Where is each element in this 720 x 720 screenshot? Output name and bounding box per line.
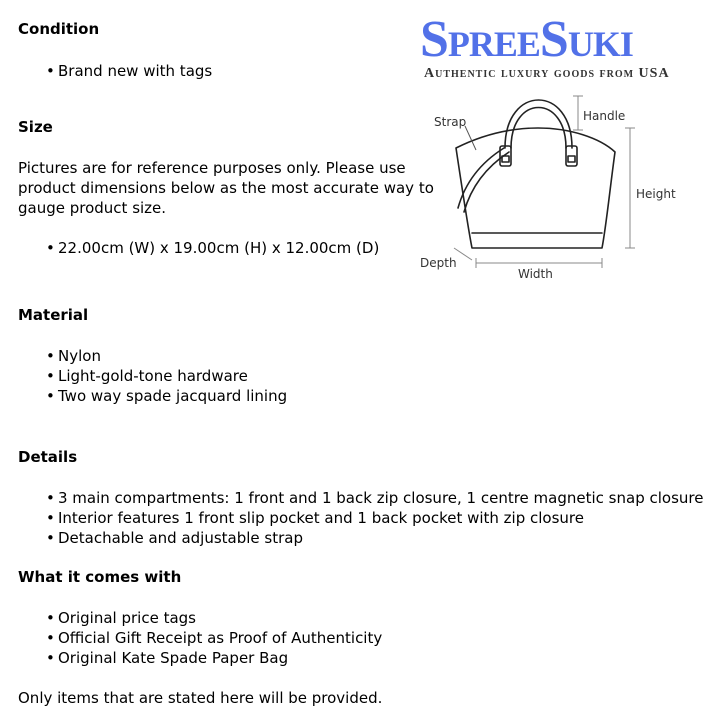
- bag-body: [456, 128, 615, 248]
- height-label: Height: [636, 187, 676, 201]
- size-list: [46, 238, 379, 258]
- comes-with-heading: What it comes with: [18, 568, 182, 586]
- list-item: • Official Gift Receipt as Proof of Authenticity: [46, 628, 382, 648]
- material-list: [46, 346, 287, 406]
- list-item: • Nylon: [46, 346, 287, 366]
- list-item: • Brand new with tags: [46, 61, 212, 81]
- handle-label: Handle: [583, 109, 626, 123]
- list-item: • Light-gold-tone hardware: [46, 366, 287, 386]
- brand-logo-tagline: Authentic luxury goods from USA: [424, 66, 670, 81]
- list-item: • Two way spade jacquard lining: [46, 386, 287, 406]
- list-item: • 3 main compartments: 1 front and 1 back zip closure, 1 centre magnetic snap closure: [46, 488, 703, 508]
- strap-label: Strap: [434, 115, 467, 129]
- width-label: Width: [518, 267, 553, 281]
- material-heading: Material: [18, 306, 89, 324]
- details-list: [46, 488, 703, 548]
- size-paragraph-line: product dimensions below as the most accurate way to: [18, 179, 434, 197]
- size-paragraph: [18, 158, 434, 218]
- brand-logo-name: SpreeSuki: [420, 11, 633, 68]
- list-item: • 22.00cm (W) x 19.00cm (H) x 12.00cm (D): [46, 238, 379, 258]
- comes-with-list: [46, 608, 382, 668]
- footer-note: Only items that are stated here will be provided.: [18, 689, 383, 707]
- size-paragraph-line: gauge product size.: [18, 199, 167, 217]
- brand-logo: [420, 12, 718, 82]
- depth-label: Depth: [420, 256, 457, 270]
- size-heading: Size: [18, 118, 53, 136]
- bag-dimension-diagram: [410, 88, 710, 288]
- condition-list: [46, 61, 212, 81]
- size-paragraph-line: Pictures are for reference purposes only. Please use: [18, 159, 406, 177]
- condition-heading: Condition: [18, 20, 100, 38]
- list-item: • Detachable and adjustable strap: [46, 528, 703, 548]
- bag-hardware-right-inner: [568, 156, 575, 162]
- details-heading: Details: [18, 448, 78, 466]
- list-item: • Original Kate Spade Paper Bag: [46, 648, 382, 668]
- list-item: • Original price tags: [46, 608, 382, 628]
- list-item: • Interior features 1 front slip pocket and 1 back pocket with zip closure: [46, 508, 703, 528]
